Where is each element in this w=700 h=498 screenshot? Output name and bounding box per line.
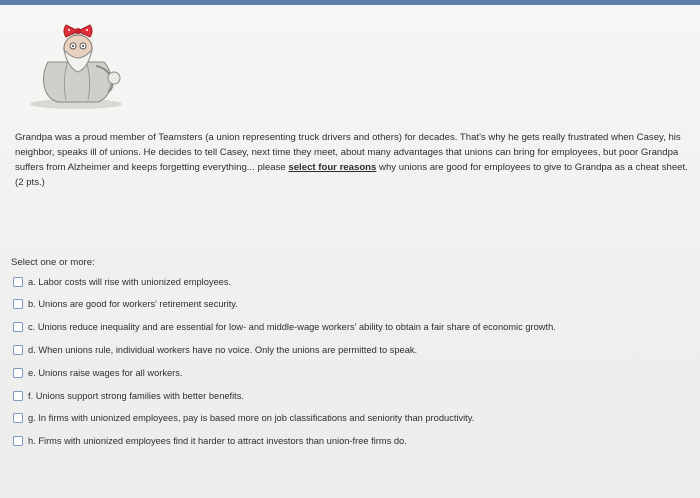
option-b[interactable] — [13, 299, 238, 309]
option-f-label[interactable]: f. Unions support strong families with better benefits. — [28, 391, 244, 401]
option-g-label[interactable]: g. In firms with unionized employees, pay is based more on job classifications and seniority than productivity. — [28, 413, 475, 423]
checkbox-c[interactable] — [13, 322, 23, 332]
grandpa-illustration — [28, 22, 128, 112]
question-emphasis: select four reasons — [288, 162, 377, 173]
option-g[interactable] — [13, 413, 474, 423]
question-text-after: why unions are good for employees to give to Grandpa as a cheat sheet. (2 pts.) — [15, 162, 688, 188]
option-h[interactable] — [13, 436, 407, 446]
checkbox-d[interactable] — [13, 345, 23, 355]
checkbox-h[interactable] — [13, 436, 23, 446]
option-f[interactable] — [13, 391, 244, 401]
option-a-label[interactable]: a. Labor costs will rise with unionized employees. — [28, 277, 232, 287]
option-e-label[interactable]: e. Unions raise wages for all workers. — [28, 368, 183, 378]
option-d[interactable] — [13, 345, 417, 355]
checkbox-b[interactable] — [13, 299, 23, 309]
checkbox-f[interactable] — [13, 391, 23, 401]
question-text — [15, 130, 695, 190]
option-e[interactable] — [13, 368, 183, 378]
option-c[interactable] — [13, 322, 556, 332]
option-a[interactable] — [13, 277, 231, 287]
option-c-label[interactable]: c. Unions reduce inequality and are essential for low- and middle-wage workers' ability to obtain a fair share of economic growth. — [28, 322, 556, 332]
checkbox-e[interactable] — [13, 368, 23, 378]
select-prompt: Select one or more: — [11, 257, 95, 268]
checkbox-a[interactable] — [13, 277, 23, 287]
checkbox-g[interactable] — [13, 413, 23, 423]
option-d-label[interactable]: d. When unions rule, individual workers have no voice. Only the unions are permitted to speak. — [28, 345, 418, 355]
question-text-before: Grandpa was a proud member of Teamsters (a union representing truck drivers and others) for decades. That's why he gets really frustrated when Casey, his neighbor, speaks ill of unions. He decides to tell Casey, next time they meet, about many advantages that unions can bring for employees, but poor Grandpa suffers from Alzheimer and keeps forgetting everything... please — [15, 132, 681, 173]
option-h-label[interactable]: h. Firms with unionized employees find it harder to attract investors than union-free firms do. — [28, 436, 407, 446]
option-b-label[interactable]: b. Unions are good for workers' retirement security. — [28, 299, 238, 309]
